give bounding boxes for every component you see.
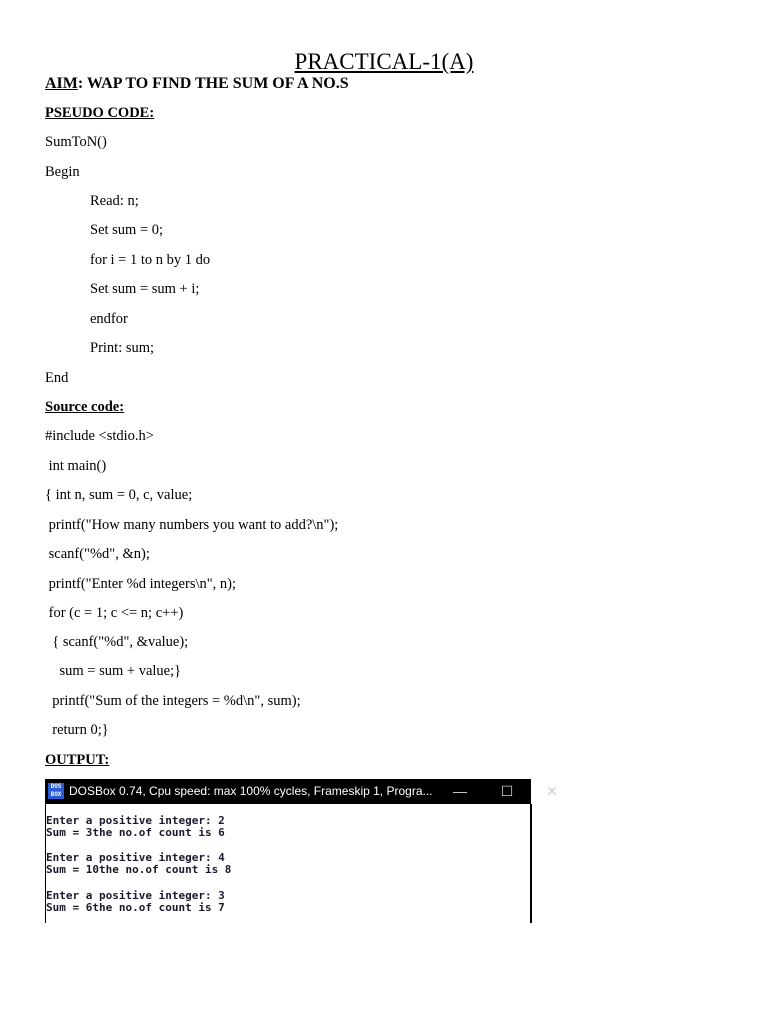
page-title: PRACTICAL-1(A) <box>294 49 474 74</box>
pseudo-line: Begin <box>45 164 80 180</box>
terminal-line: Enter a positive integer: 3 <box>46 889 225 902</box>
terminal-line: Sum = 10the no.of count is 8 <box>46 863 232 876</box>
pseudo-line: Read: n; <box>90 193 139 209</box>
source-line: { scanf("%d", &value); <box>45 634 189 650</box>
source-line: scanf("%d", &n); <box>45 546 150 562</box>
source-line: printf("How many numbers you want to add?\n"); <box>45 517 339 533</box>
pseudo-line: for i = 1 to n by 1 do <box>90 252 211 268</box>
dosbox-window-title: DOSBox 0.74, Cpu speed: max 100% cycles, Frameskip 1, Progra... <box>69 784 433 798</box>
close-button[interactable]: ✕ <box>546 783 558 799</box>
terminal-line: Enter a positive integer: 2 <box>46 814 225 827</box>
minimize-button[interactable]: — <box>453 783 467 799</box>
pseudo-line: Print: sum; <box>90 340 155 356</box>
pseudo-line: End <box>45 370 69 386</box>
terminal-line: Sum = 6the no.of count is 7 <box>46 901 225 914</box>
source-line: { int n, sum = 0, c, value; <box>45 487 193 503</box>
source-line: printf("Sum of the integers = %d\n", sum); <box>45 693 301 709</box>
pseudo-code-heading: PSEUDO CODE: <box>45 105 155 121</box>
pseudo-line: SumToN() <box>45 134 107 150</box>
source-line: #include <stdio.h> <box>45 428 154 444</box>
terminal-line: Enter a positive integer: 4 <box>46 851 225 864</box>
source-line: return 0;} <box>45 722 109 738</box>
pseudo-line: Set sum = 0; <box>90 222 164 238</box>
aim-label: AIM <box>45 75 78 92</box>
aim-text: : WAP TO FIND THE SUM OF A NO.S <box>77 75 349 92</box>
pseudo-line: endfor <box>90 311 128 327</box>
dosbox-window <box>45 779 558 923</box>
dosbox-title-bar[interactable] <box>45 779 558 804</box>
maximize-button[interactable]: ☐ <box>500 783 514 799</box>
source-line: sum = sum + value;} <box>45 663 182 679</box>
source-line: int main() <box>45 458 107 474</box>
output-heading: OUTPUT: <box>45 752 110 768</box>
source-line: printf("Enter %d integers\n", n); <box>45 576 237 592</box>
dosbox-screen[interactable] <box>46 804 532 923</box>
pseudo-line: Set sum = sum + i; <box>90 281 200 297</box>
terminal-line: Sum = 3the no.of count is 6 <box>46 826 225 839</box>
source-code-heading: Source code: <box>45 399 125 415</box>
dosbox-logo-icon: DOS BOX <box>48 783 64 799</box>
source-line: for (c = 1; c <= n; c++) <box>45 605 184 621</box>
aim-line <box>45 73 349 95</box>
